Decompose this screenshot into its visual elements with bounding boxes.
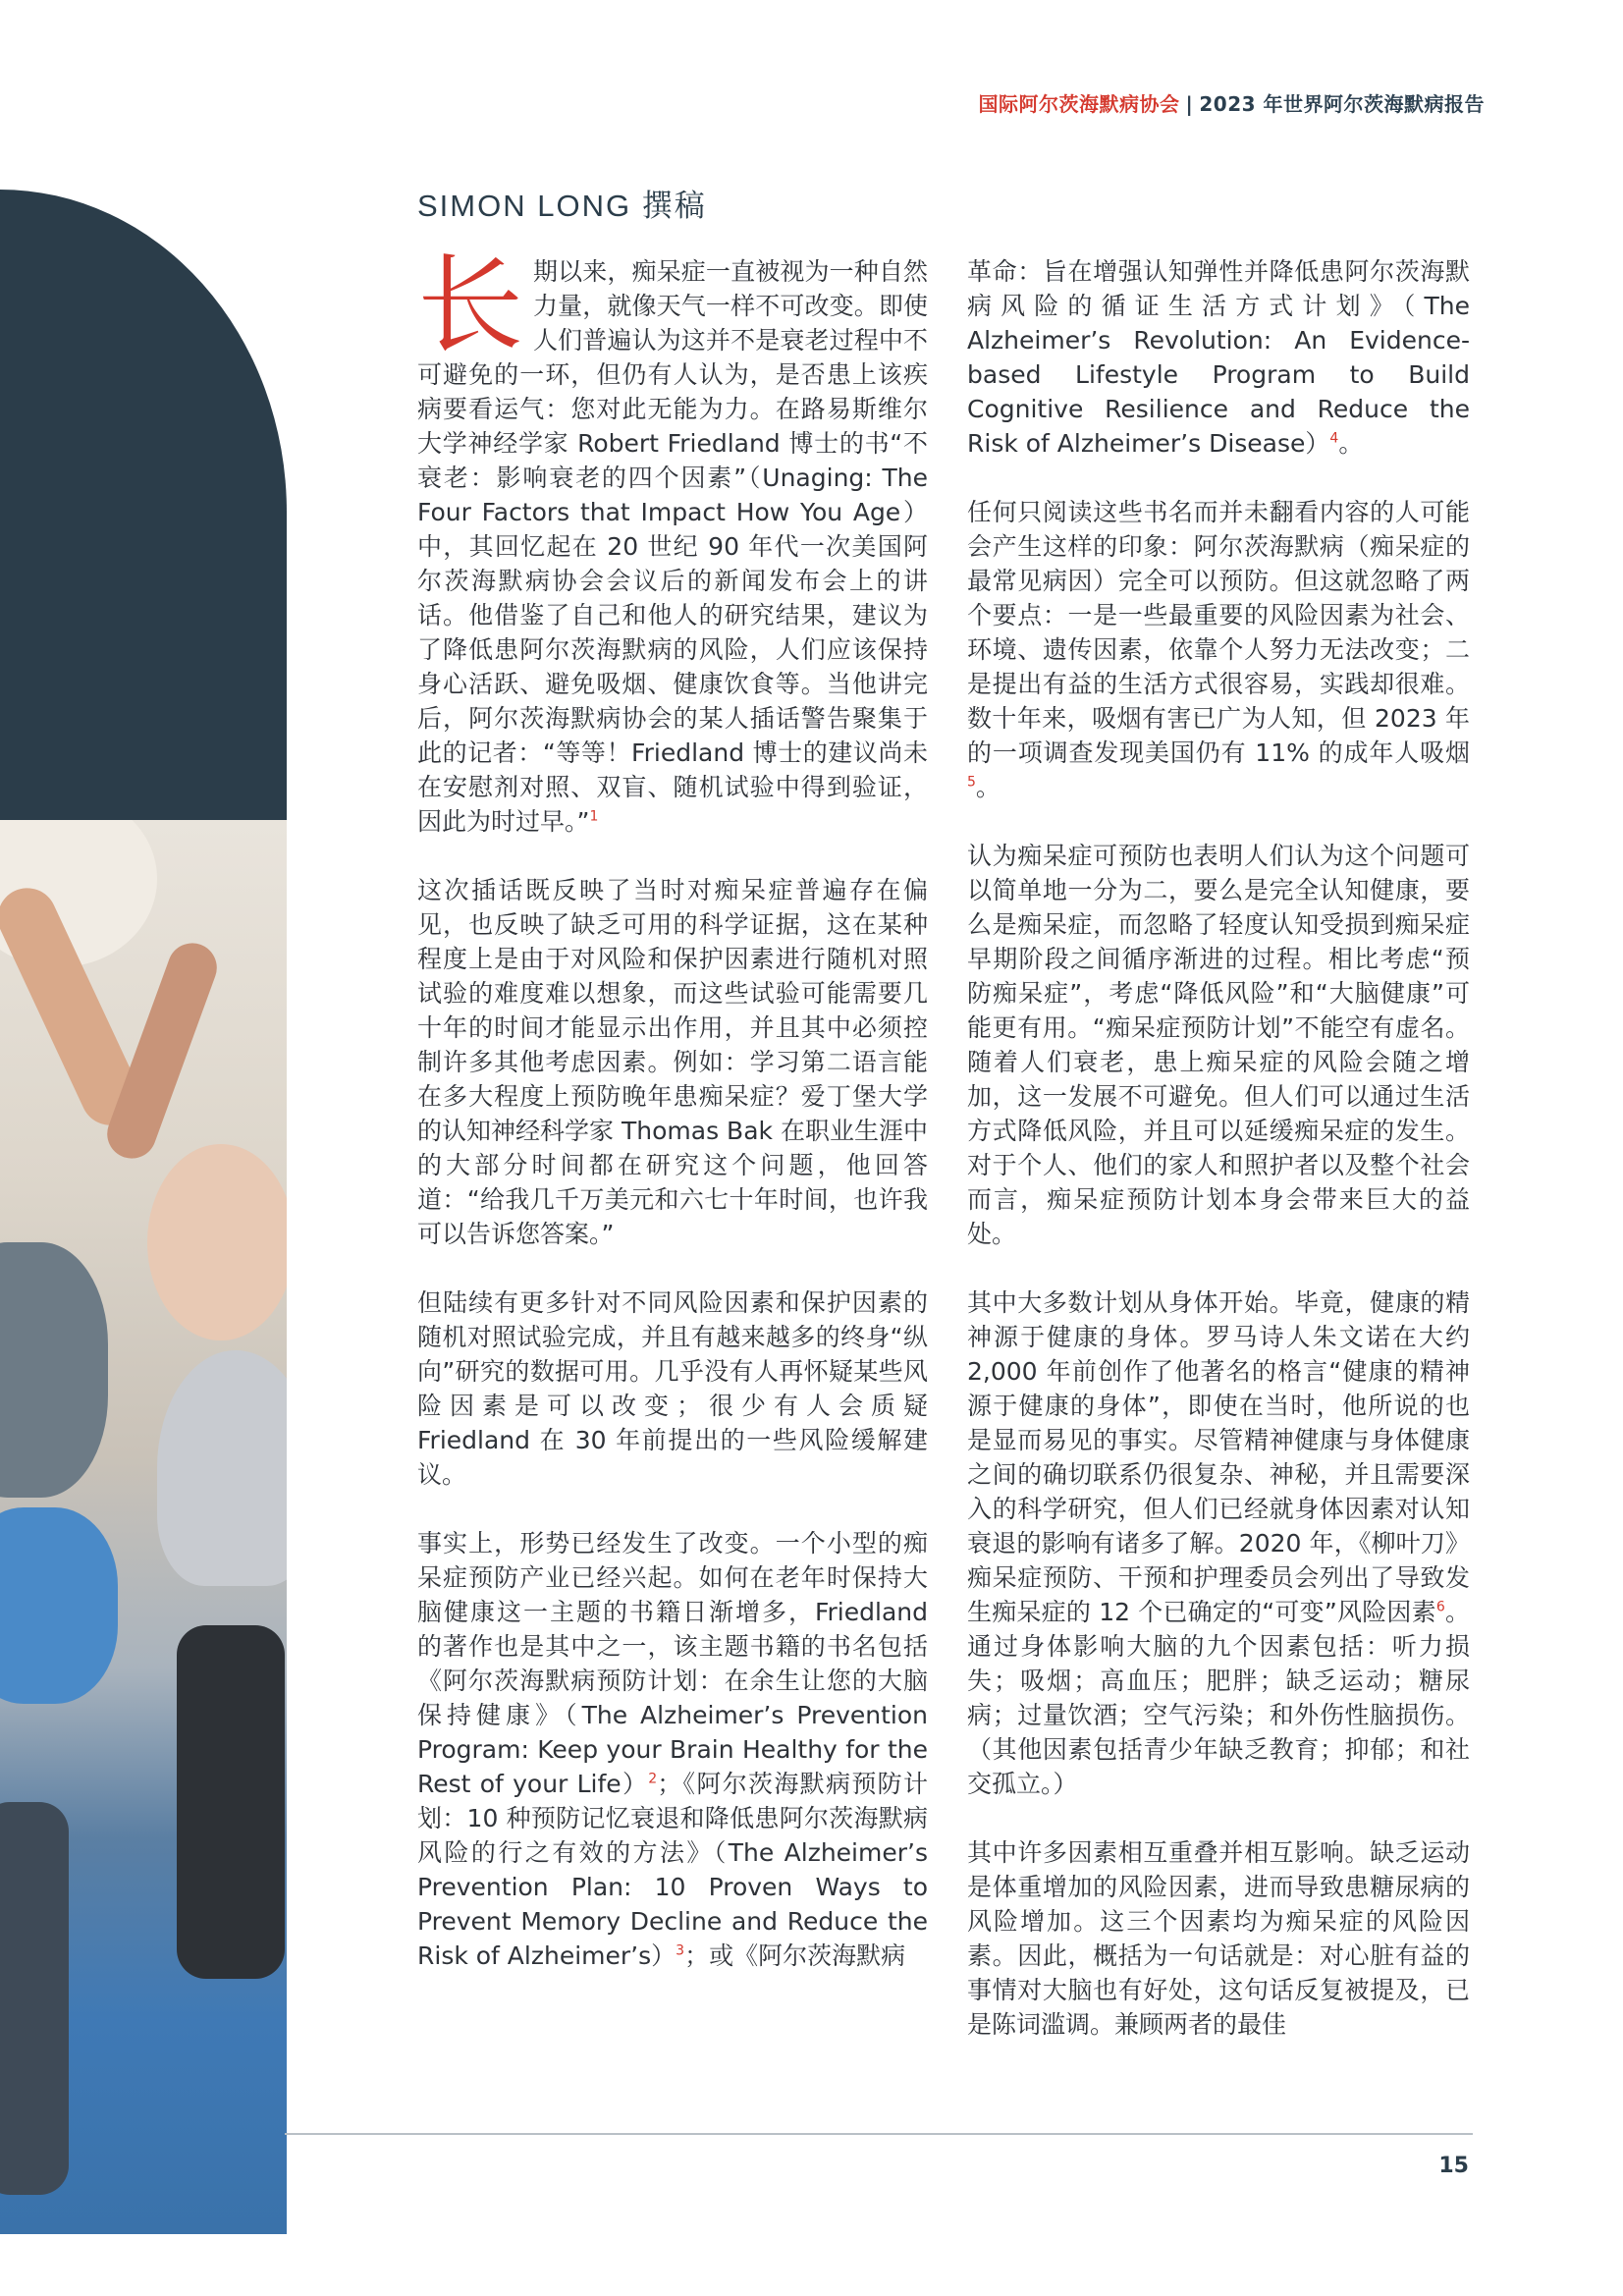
reference-3: 3 xyxy=(676,1942,685,1959)
paragraph-3: 但陆续有更多针对不同风险因素和保护因素的随机对照试验完成，并且有越来越多的终身“纵向”研究的数据可用。几乎没有人再怀疑某些风险因素是可以改变；很少有人会质疑 Friedland 在 30 年前提出的一些风险缓解建议。 xyxy=(417,1288,928,1489)
paragraph-8-text-a: 其中大多数计划从身体开始。毕竟，健康的精神源于健康的身体。罗马诗人朱文诺在大约 2,000 年前创作了他著名的格言“健康的精神源于健康的身体”，即使在当时，他所说的也是显而易见的事实。尽管精神健康与身体健康之间的确切联系仍很复杂、神秘，并且需要深入的科学研究，但人们已经就身体因素对认知衰退的影响有诸多了解。2020 年，《柳叶刀》痴呆症预防、干预和护理委员会列出了导致发生痴呆症的 12 个已确定的“可变”风险因素 xyxy=(967,1288,1470,1626)
drop-cap: 长 xyxy=(417,245,524,367)
paragraph-5-end: 。 xyxy=(1338,429,1364,458)
footer-divider xyxy=(285,2133,1473,2135)
paragraph-4-text-c: ；或《阿尔茨海默病 xyxy=(684,1941,906,1970)
paragraph-6 xyxy=(967,495,1470,804)
paragraph-5 xyxy=(967,254,1470,461)
paragraph-4-text-a: 事实上，形势已经发生了改变。一个小型的痴呆症预防产业已经兴起。如何在老年时保持大脑健康这一主题的书籍日渐增多，Friedland 的著作也是其中之一，该主题书籍的书名包括《阿尔茨海默病预防计划：在余生让您的大脑保持健康》（The Alzheimer’s Prevention Program: Keep your Brain Healthy for the Rest of your Life） xyxy=(417,1529,928,1798)
author-byline: SIMON LONG 撰稿 xyxy=(417,189,707,223)
paragraph-5-text: 革命：旨在增强认知弹性并降低患阿尔茨海默病风险的循证生活方式计划》（The Alzheimer’s Revolution: An Evidence-based Lifestyle Program to Build Cognitive Resilience and Reduce the Risk of Alzheimer’s Disease） xyxy=(967,257,1470,458)
reference-1: 1 xyxy=(589,808,599,825)
reference-5: 5 xyxy=(967,774,976,791)
paragraph-2: 这次插话既反映了当时对痴呆症普遍存在偏见，也反映了缺乏可用的科学证据，这在某种程度上是由于对风险和保护因素进行随机对照试验的难度难以想象，而这些试验可能需要几十年的时间才能显示出作用，并且其中必须控制许多其他考虑因素。例如：学习第二语言能在多大程度上预防晚年患痴呆症？爱丁堡大学的认知神经科学家 Thomas Bak 在职业生涯中的大部分时间都在研究这个问题，他回答道：“给我几千万美元和六七十年时间，也许我可以告诉您答案。” xyxy=(417,876,928,1248)
reference-6: 6 xyxy=(1435,1599,1445,1615)
paragraph-7: 认为痴呆症可预防也表明人们认为这个问题可以简单地一分为二，要么是完全认知健康，要么是痴呆症，而忽略了轻度认知受损到痴呆症早期阶段之间循序渐进的过程。相比考虑“预防痴呆症”，考虑“降低风险”和“大脑健康”可能更有用。“痴呆症预防计划”不能空有虚名。随着人们衰老，患上痴呆症的风险会随之增加，这一发展不可避免。但人们可以通过生活方式降低风险，并且可以延缓痴呆症的发生。对于个人、他们的家人和照护者以及整个社会而言，痴呆症预防计划本身会带来巨大的益处。 xyxy=(967,842,1470,1248)
paragraph-9: 其中许多因素相互重叠并相互影响。缺乏运动是体重增加的风险因素，进而导致患糖尿病的风险增加。这三个因素均为痴呆症的风险因素。因此，概括为一句话就是：对心脏有益的事情对大脑也有好处，这句话反复被提及，已是陈词滥调。兼顾两者的最佳 xyxy=(967,1838,1470,2039)
paragraph-8-text-b: 。通过身体影响大脑的九个因素包括：听力损失；吸烟；高血压；肥胖；缺乏运动；糖尿病；过量饮酒；空气污染；和外伤性脑损伤。（其他因素包括青少年缺乏教育；抑郁；和社交孤立。） xyxy=(967,1598,1470,1798)
paragraph-1 xyxy=(417,245,928,839)
exercise-class-photo xyxy=(0,820,287,2234)
page-number: 15 xyxy=(1438,2154,1469,2178)
reference-2: 2 xyxy=(648,1771,658,1787)
paragraph-4-text-b: ；《阿尔茨海默病预防计划：10 种预防记忆衰退和降低患阿尔茨海默病风险的行之有效的方法》（The Alzheimer’s Prevention Plan: 10 Proven Ways to Prevent Memory Decline and Reduce the Risk of Alzheimer’s） xyxy=(417,1770,928,1970)
header-separator: | xyxy=(1185,92,1194,116)
reference-4: 4 xyxy=(1329,430,1339,447)
header-report-title: 2023 年世界阿尔茨海默病报告 xyxy=(1199,92,1485,116)
paragraph-6-end: 。 xyxy=(975,773,1001,801)
paragraph-1-text: 期以来，痴呆症一直被视为一种自然力量，就像天气一样不可改变。即使人们普遍认为这并不是衰老过程中不可避免的一环，但仍有人认为，是否患上该疾病要看运气：您对此无能为力。在路易斯维尔大学神经学家 Robert Friedland 博士的书“不衰老：影响衰老的四个因素”（Unaging: The Four Factors that Impact How You Age）中，其回忆起在 20 世纪 90 年代一次美国阿尔茨海默病协会会议后的新闻发布会上的讲话。他借鉴了自己和他人的研究结果，建议为了降低患阿尔茨海默病的风险，人们应该保持身心活跃、避免吸烟、健康饮食等。当他讲完后，阿尔茨海默病协会的某人插话警告聚集于此的记者：“等等！Friedland 博士的建议尚未在安慰剂对照、双盲、随机试验中得到验证，因此为时过早。” xyxy=(417,257,928,836)
running-header xyxy=(979,88,1485,117)
paragraph-4 xyxy=(417,1526,928,1973)
right-text-column xyxy=(967,254,1470,2076)
left-text-column xyxy=(417,245,928,2007)
paragraph-8 xyxy=(967,1285,1470,1801)
paragraph-6-text: 任何只阅读这些书名而并未翻看内容的人可能会产生这样的印象：阿尔茨海默病（痴呆症的最常见病因）完全可以预防。但这就忽略了两个要点：一是一些最重要的风险因素为社会、环境、遗传因素，依靠个人努力无法改变；二是提出有益的生活方式很容易，实践却很难。数十年来，吸烟有害已广为人知，但 2023 年的一项调查发现美国仍有 11% 的成年人吸烟 xyxy=(967,498,1470,767)
header-org: 国际阿尔茨海默病协会 xyxy=(978,92,1180,116)
